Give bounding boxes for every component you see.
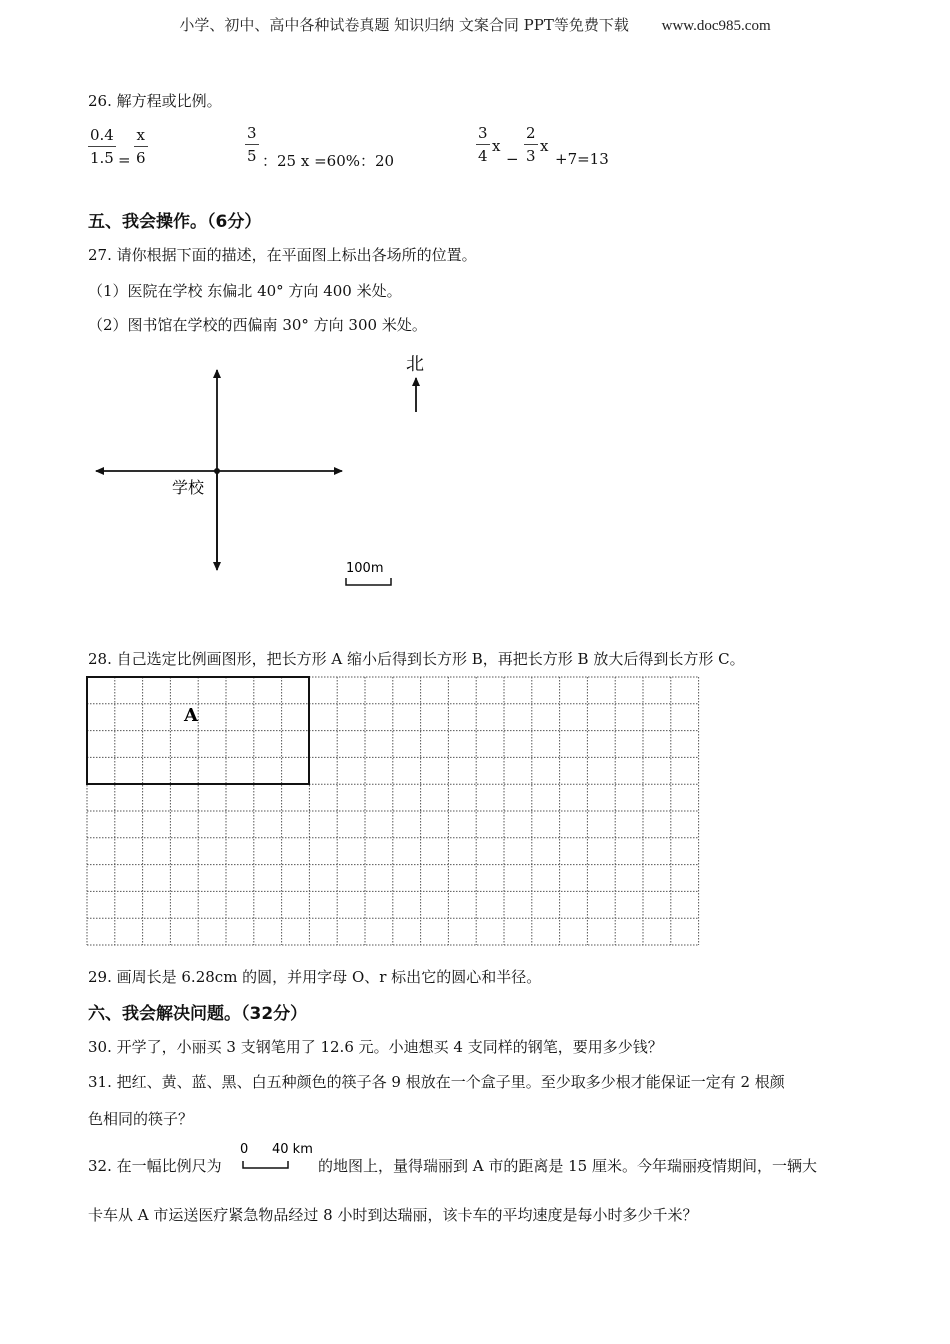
scale-segment [243, 1161, 288, 1168]
section5-title: 五、我会操作。（6分） [88, 212, 262, 232]
q26-eq3-rest: +7=13 [555, 150, 609, 168]
q26-eq3-x1: x [492, 137, 501, 155]
school-label: 学校 [172, 478, 205, 497]
north-label: 北 [406, 354, 424, 375]
page-header [0, 14, 950, 35]
q26-label: 26. 解方程或比例。 [88, 92, 222, 110]
q27-map [80, 340, 440, 600]
q26-eq3-num1: 3 [478, 124, 488, 142]
q26-eq3-num2: 2 [526, 124, 536, 142]
section6-title: 六、我会解决问题。（32分） [88, 1004, 308, 1024]
q26-eq1-equals: = [118, 151, 131, 169]
q31-line2: 色相同的筷子？ [88, 1110, 194, 1128]
fraction-bar [134, 146, 148, 147]
q26-eq1-frac1 [88, 126, 116, 167]
scale-bar [346, 578, 391, 585]
fraction-bar [245, 144, 259, 145]
q26-eq1-frac2 [134, 126, 148, 167]
q27-item1: （1）医院在学校 东偏北 40° 方向 400 米处。 [88, 282, 402, 300]
fraction-bar [476, 144, 490, 145]
rectangle-a-label: A [184, 705, 198, 726]
q26-eq2-den: 5 [247, 147, 257, 165]
q27-item2: （2）图书馆在学校的西偏南 30° 方向 300 米处。 [88, 316, 427, 334]
q28-grid [86, 676, 706, 948]
q32-before: 32. 在一幅比例尺为 [88, 1157, 222, 1175]
school-point [214, 468, 220, 474]
q26-eq2-num: 3 [247, 124, 257, 142]
q32-scale-zero: 0 [240, 1142, 249, 1157]
q26-eq1-num1: 0.4 [90, 126, 114, 144]
q26-eq2-frac [245, 124, 259, 165]
grid-lines [87, 677, 699, 945]
q26-eq3-frac1 [476, 124, 490, 165]
q26-eq3-den1: 4 [478, 147, 488, 165]
q31-line1: 31. 把红、黄、蓝、黑、白五种颜色的筷子各 9 根放在一个盒子里。至少取多少根才能保证一定有 2 根颜 [88, 1073, 785, 1091]
q26-eq1-den2: 6 [136, 149, 146, 167]
q30-label: 30. 开学了，小丽买 3 支钢笔用了 12.6 元。小迪想买 4 支同样的钢笔，要用多少钱？ [88, 1038, 663, 1056]
q26-eq1-num2: x [136, 126, 145, 144]
fraction-bar [524, 144, 538, 145]
q26-eq3-minus: − [506, 150, 519, 168]
header-title: 小学、初中、高中各种试卷真题 知识归纳 文案合同 PPT等免费下载 [179, 16, 629, 34]
q32-scale-value: 40 km [272, 1142, 313, 1157]
q32-after: 的地图上，量得瑞丽到 A 市的距离是 15 厘米。今年瑞丽疫情期间，一辆大 [318, 1157, 817, 1175]
header-url[interactable]: www.doc985.com [661, 18, 771, 34]
q26-eq3-den2: 3 [526, 147, 536, 165]
q28-label: 28. 自己选定比例画图形，把长方形 A 缩小后得到长方形 B，再把长方形 B 放大后得到长方形 C。 [88, 650, 745, 668]
q26-eq3-frac2 [524, 124, 538, 165]
q32-line2: 卡车从 A 市运送医疗紧急物品经过 8 小时到达瑞丽，该卡车的平均速度是每小时多少千米？ [88, 1206, 698, 1224]
q32-scale-bar [240, 1138, 320, 1174]
q29-label: 29. 画周长是 6.28cm 的圆，并用字母 O、r 标出它的圆心和半径。 [88, 968, 542, 986]
q26-eq2-rest: ：25 x =60%：20 [262, 152, 395, 170]
q26-eq3-x2: x [540, 137, 549, 155]
scale-label: 100m [346, 561, 384, 576]
q27-label: 27. 请你根据下面的描述，在平面图上标出各场所的位置。 [88, 246, 477, 264]
fraction-bar [88, 146, 116, 147]
q26-eq1-den1: 1.5 [90, 149, 114, 167]
